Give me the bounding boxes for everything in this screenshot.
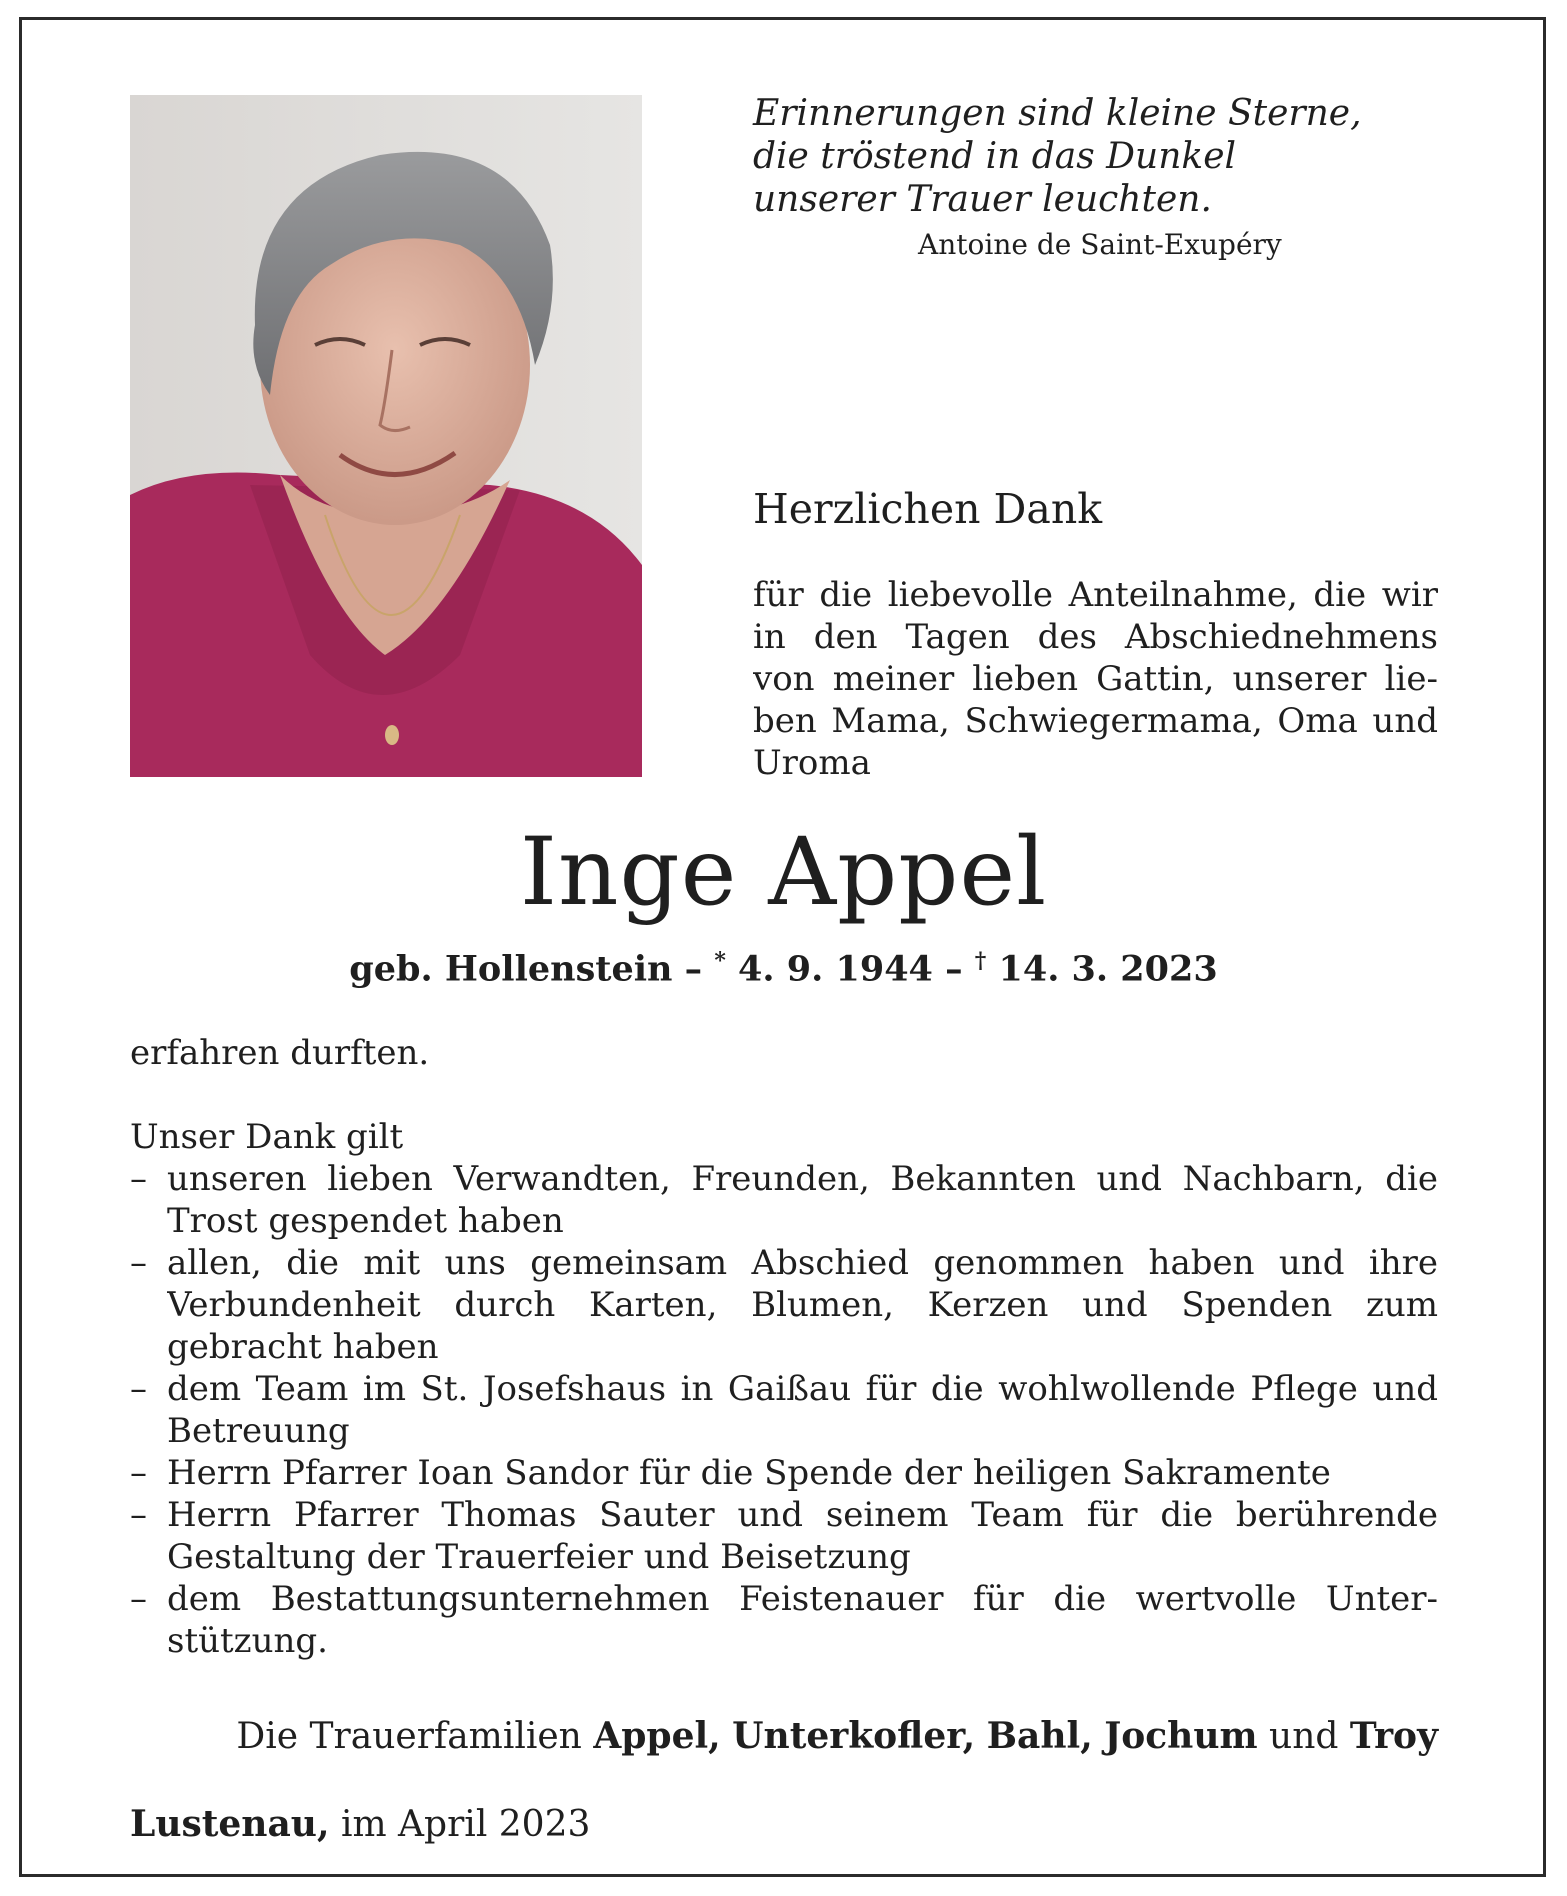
list-item-line: dem Team im St. Josefshaus in Gaißau für die wohlwollende Pflege und xyxy=(167,1369,1438,1409)
portrait-photo xyxy=(130,95,642,777)
list-dash: – xyxy=(130,1243,147,1283)
thanks-list-item xyxy=(130,1242,1438,1368)
thanks-line: Uroma xyxy=(753,743,871,783)
birth-symbol: * xyxy=(714,948,726,974)
family-name: Bahl, xyxy=(986,1715,1093,1757)
list-item-line: Verbundenheit durch Karten, Blumen, Kerzen und Spenden zum xyxy=(167,1285,1438,1325)
thanks-line: von meiner lieben Gattin, unserer lie- xyxy=(753,659,1438,699)
birth-date: 4. 9. 1944 xyxy=(738,948,933,990)
thanks-line: für die liebevolle Anteilnahme, die wir xyxy=(753,575,1438,615)
death-date: 14. 3. 2023 xyxy=(998,948,1218,990)
list-item-line: gebracht haben xyxy=(167,1327,439,1367)
list-item-line: dem Bestattungsunternehmen Feistenauer für die wertvolle Unter- xyxy=(167,1579,1438,1619)
thanks-list-item xyxy=(130,1452,1438,1494)
closing-line: erfahren durften. xyxy=(130,1033,430,1073)
list-item-line: Gestaltung der Trauerfeier und Beisetzung xyxy=(167,1537,911,1577)
families-signature xyxy=(236,1715,1438,1757)
list-item-line: allen, die mit uns gemeinsam Abschied genommen haben und ihre xyxy=(167,1243,1438,1283)
list-item-line: stützung. xyxy=(167,1621,328,1661)
thanks-intro: Unser Dank gilt xyxy=(130,1117,404,1157)
list-item-line: Herrn Pfarrer Thomas Sauter und seinem Team für die berührende xyxy=(167,1495,1438,1535)
list-dash: – xyxy=(130,1159,147,1199)
list-item-line: Herrn Pfarrer Ioan Sandor für die Spende der heiligen Sakramente xyxy=(167,1453,1331,1493)
thanks-list-item xyxy=(130,1158,1438,1242)
thanks-list-item xyxy=(130,1578,1438,1662)
thanks-title: Herzlichen Dank xyxy=(753,485,1103,533)
list-item-line: unseren lieben Verwandten, Freunden, Bekannten und Nachbarn, die xyxy=(167,1159,1438,1199)
quote-line: Erinnerungen sind kleine Sterne, xyxy=(753,93,1362,134)
body-text xyxy=(130,1032,1438,1662)
list-dash: – xyxy=(130,1579,147,1619)
thanks-list-item xyxy=(130,1368,1438,1452)
thanks-list xyxy=(130,1158,1438,1662)
families-conjunction: und xyxy=(1269,1716,1339,1757)
portrait-image xyxy=(130,95,642,777)
separator: – xyxy=(672,948,715,990)
list-item-line: Trost gespendet haben xyxy=(167,1201,564,1241)
families-prefix: Die Trauerfamilien xyxy=(236,1716,582,1757)
list-dash: – xyxy=(130,1369,147,1409)
thanks-line: ben Mama, Schwiegermama, Oma und xyxy=(753,701,1438,741)
family-name: Appel, xyxy=(593,1715,721,1757)
list-dash: – xyxy=(130,1495,147,1535)
separator: – xyxy=(932,948,975,990)
quote-line: unserer Trauer leuchten. xyxy=(753,179,1212,220)
quote xyxy=(753,92,1362,221)
place-date-text: im April 2023 xyxy=(340,1804,591,1845)
place-date xyxy=(130,1803,590,1845)
quote-line: die tröstend in das Dunkel xyxy=(753,136,1237,177)
thanks-text xyxy=(753,574,1438,784)
birth-name: geb. Hollenstein xyxy=(349,948,673,990)
list-dash: – xyxy=(130,1453,147,1493)
deceased-dates xyxy=(0,948,1567,990)
place-city: Lustenau, xyxy=(130,1803,330,1845)
death-symbol: † xyxy=(974,948,987,974)
paragraph-gap xyxy=(130,1074,1438,1116)
thanks-line: in den Tagen des Abschiednehmens xyxy=(753,617,1438,657)
list-item-line: Betreuung xyxy=(167,1411,350,1451)
quote-author: Antoine de Saint-Exupéry xyxy=(918,228,1282,261)
family-name: Troy xyxy=(1349,1715,1438,1757)
deceased-name: Inge Appel xyxy=(519,818,1048,927)
family-name: Jochum xyxy=(1104,1715,1258,1757)
family-name: Unterkofler, xyxy=(732,1715,976,1757)
thanks-list-item xyxy=(130,1494,1438,1578)
